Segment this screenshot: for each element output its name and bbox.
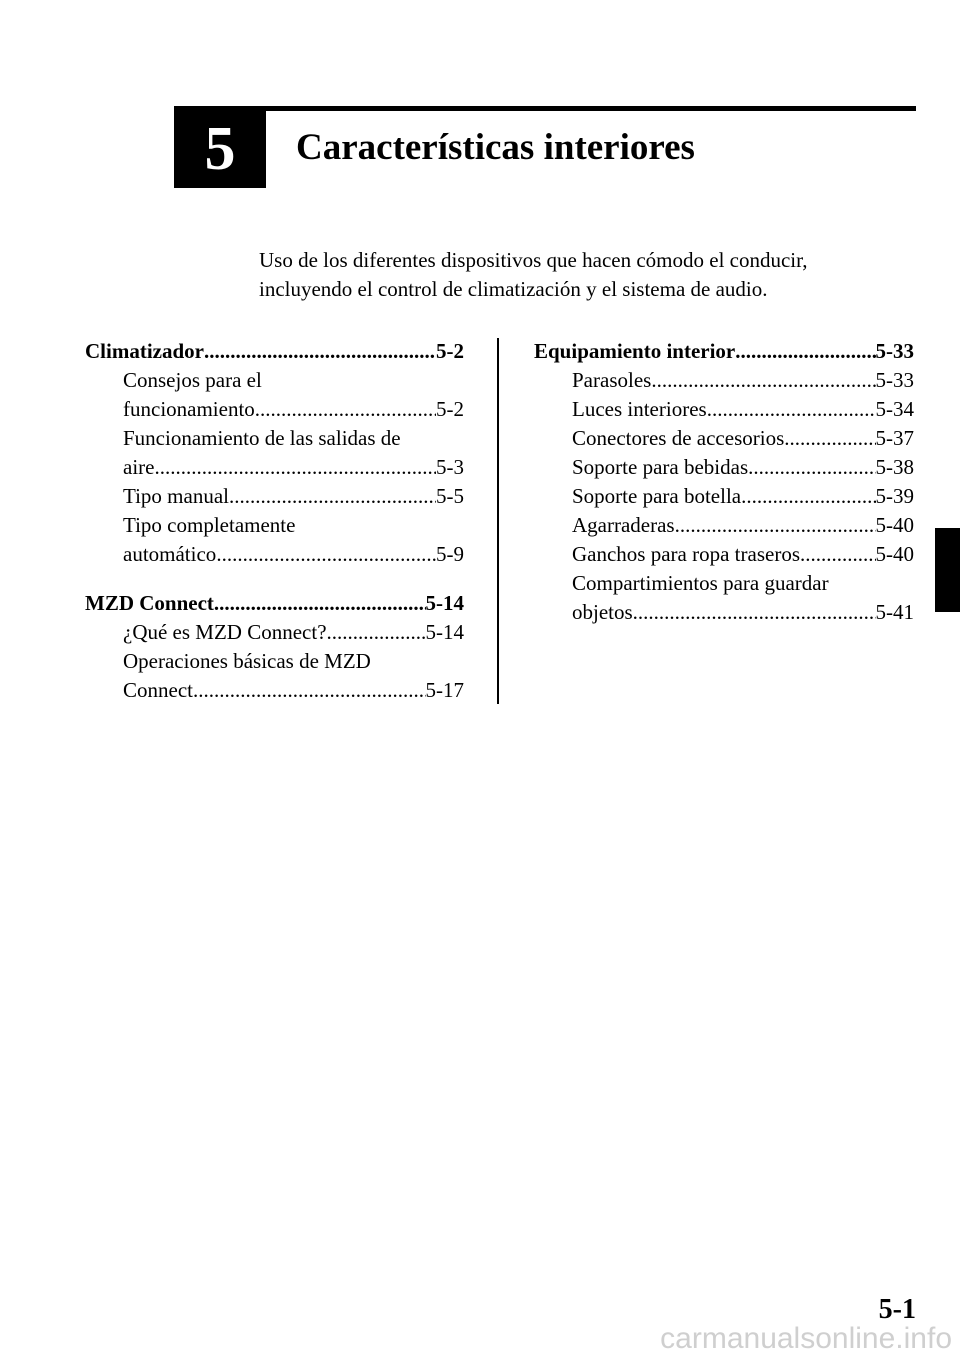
toc-item[interactable]: Soporte para bebidas ..... 5-38	[534, 453, 914, 482]
toc-item[interactable]: Conectores de accesorios ..... 5-37	[534, 424, 914, 453]
toc-item[interactable]: Agarraderas ..... 5-40	[534, 511, 914, 540]
toc-heading-equipamiento[interactable]: Equipamiento interior ..... 5-33	[534, 337, 914, 366]
toc-item[interactable]: Luces interiores ..... 5-34	[534, 395, 914, 424]
toc-item[interactable]: Ganchos para ropa traseros ..... 5-40	[534, 540, 914, 569]
toc-item[interactable]: Tipo completamente automático ..... 5-9	[85, 511, 464, 569]
toc-item[interactable]: Funcionamiento de las salidas de aire ..... 5-3	[85, 424, 464, 482]
toc-item[interactable]: ¿Qué es MZD Connect? ..... 5-14	[85, 618, 464, 647]
watermark: carmanualsonline.info	[660, 1322, 952, 1355]
toc-item[interactable]: Compartimientos para guardar objetos ..... 5-41	[534, 569, 914, 627]
chapter-number-block: 5	[174, 110, 266, 188]
toc-left-column	[85, 337, 464, 705]
intro-line: incluyendo el control de climatización y el sistema de audio.	[259, 277, 768, 301]
toc-item[interactable]: Tipo manual ..... 5-5	[85, 482, 464, 511]
toc-item[interactable]: Consejos para el funcionamiento ..... 5-2	[85, 366, 464, 424]
chapter-intro	[259, 246, 899, 304]
intro-line: Uso de los diferentes dispositivos que hacen cómodo el conducir,	[259, 248, 808, 272]
toc-right-column	[534, 337, 914, 627]
chapter-side-tab	[935, 528, 960, 612]
toc-item[interactable]: Parasoles ..... 5-33	[534, 366, 914, 395]
chapter-title: Características interiores	[296, 127, 695, 168]
toc-item[interactable]: Soporte para botella ..... 5-39	[534, 482, 914, 511]
page-number: 5-1	[878, 1294, 916, 1325]
column-divider	[497, 338, 499, 704]
toc-item[interactable]: Operaciones básicas de MZD Connect ..... 5-17	[85, 647, 464, 705]
toc-heading-mzd-connect[interactable]: MZD Connect ..... 5-14	[85, 589, 464, 618]
chapter-rule	[174, 106, 916, 111]
toc-heading-climatizador[interactable]: Climatizador ..... 5-2	[85, 337, 464, 366]
